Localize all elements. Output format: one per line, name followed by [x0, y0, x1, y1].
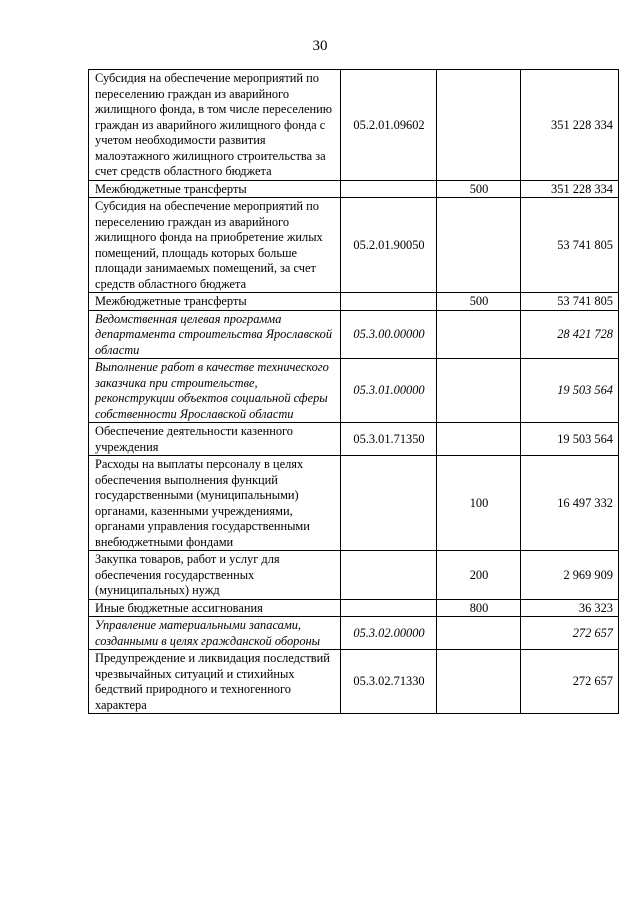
expense-name-cell: Расходы на выплаты персоналу в целях обеспечения выполнения функций государственными (муниципальными) органами, казенными учреждениями, органами управления государственными внебюджетными фондами — [89, 456, 341, 551]
target-code-cell — [341, 551, 437, 600]
expense-type-cell: 100 — [437, 456, 521, 551]
amount-cell: 28 421 728 — [521, 310, 619, 359]
expense-type-cell — [437, 359, 521, 423]
expense-name-cell: Иные бюджетные ассигнования — [89, 599, 341, 617]
expense-type-cell: 500 — [437, 180, 521, 198]
table-row — [89, 599, 619, 617]
table-row — [89, 650, 619, 714]
table-row — [89, 180, 619, 198]
expense-type-cell — [437, 310, 521, 359]
table-row — [89, 456, 619, 551]
expense-type-cell: 200 — [437, 551, 521, 600]
expense-type-cell — [437, 70, 521, 181]
expense-type-cell: 800 — [437, 599, 521, 617]
table-row — [89, 617, 619, 650]
amount-cell: 351 228 334 — [521, 70, 619, 181]
table-row — [89, 70, 619, 181]
target-code-cell: 05.3.01.00000 — [341, 359, 437, 423]
target-code-cell — [341, 456, 437, 551]
expense-name-cell: Межбюджетные трансферты — [89, 180, 341, 198]
expense-name-cell: Управление материальными запасами, созданными в целях гражданской обороны — [89, 617, 341, 650]
expense-name-cell: Субсидия на обеспечение мероприятий по переселению граждан из аварийного жилищного фонда на приобретение жилых помещений, площадь которых больше площади занимаемых помещений, за счет средств областного бюджета — [89, 198, 341, 293]
amount-cell: 2 969 909 — [521, 551, 619, 600]
table-row — [89, 293, 619, 311]
budget-table-body — [89, 70, 619, 714]
expense-name-cell: Выполнение работ в качестве технического заказчика при строительстве, реконструкции объектов социальной сферы собственности Ярославской области — [89, 359, 341, 423]
table-row — [89, 423, 619, 456]
target-code-cell — [341, 180, 437, 198]
amount-cell: 272 657 — [521, 617, 619, 650]
amount-cell: 351 228 334 — [521, 180, 619, 198]
amount-cell: 19 503 564 — [521, 423, 619, 456]
amount-cell: 53 741 805 — [521, 198, 619, 293]
expense-name-cell: Межбюджетные трансферты — [89, 293, 341, 311]
amount-cell: 53 741 805 — [521, 293, 619, 311]
amount-cell: 19 503 564 — [521, 359, 619, 423]
expense-name-cell: Обеспечение деятельности казенного учреждения — [89, 423, 341, 456]
expense-name-cell: Ведомственная целевая программа департамента строительства Ярославской области — [89, 310, 341, 359]
table-row — [89, 359, 619, 423]
target-code-cell: 05.2.01.90050 — [341, 198, 437, 293]
amount-cell: 36 323 — [521, 599, 619, 617]
target-code-cell: 05.3.02.00000 — [341, 617, 437, 650]
expense-name-cell: Субсидия на обеспечение мероприятий по переселению граждан из аварийного жилищного фонда, в том числе переселению граждан из аварийного жилищного фонда с учетом необходимости развития малоэтажного жилищного строительства за счет средств областного бюджета — [89, 70, 341, 181]
expense-type-cell — [437, 198, 521, 293]
table-row — [89, 551, 619, 600]
page-number: 30 — [312, 38, 328, 54]
target-code-cell — [341, 293, 437, 311]
table-row — [89, 310, 619, 359]
table-row — [89, 198, 619, 293]
target-code-cell: 05.2.01.09602 — [341, 70, 437, 181]
expense-type-cell — [437, 650, 521, 714]
target-code-cell: 05.3.00.00000 — [341, 310, 437, 359]
target-code-cell: 05.3.02.71330 — [341, 650, 437, 714]
amount-cell: 16 497 332 — [521, 456, 619, 551]
expense-type-cell: 500 — [437, 293, 521, 311]
expense-type-cell — [437, 617, 521, 650]
expense-name-cell: Предупреждение и ликвидация последствий чрезвычайных ситуаций и стихийных бедствий природного и техногенного характера — [89, 650, 341, 714]
expense-type-cell — [437, 423, 521, 456]
expense-name-cell: Закупка товаров, работ и услуг для обеспечения государственных (муниципальных) нужд — [89, 551, 341, 600]
amount-cell: 272 657 — [521, 650, 619, 714]
target-code-cell: 05.3.01.71350 — [341, 423, 437, 456]
target-code-cell — [341, 599, 437, 617]
budget-table — [88, 69, 619, 714]
